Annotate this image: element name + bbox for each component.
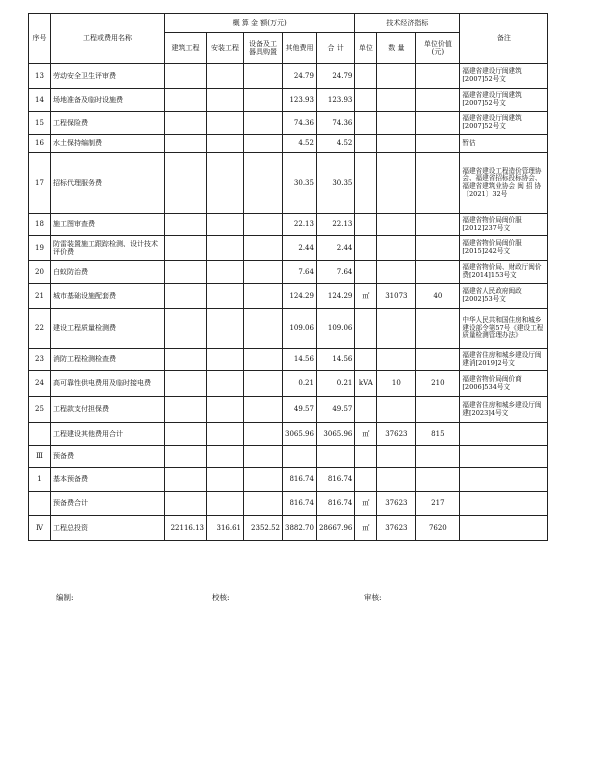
cell-other: 816.74 — [283, 492, 317, 516]
cell-unit — [355, 89, 377, 112]
cell-unit — [355, 349, 377, 371]
budget-table — [28, 13, 548, 541]
cell-unit — [355, 309, 377, 349]
cell-total: 2.44 — [316, 236, 354, 261]
cell-total: 14.56 — [316, 349, 354, 371]
cell-unit — [355, 446, 377, 468]
cell-total: 816.74 — [316, 468, 354, 492]
table-body — [29, 64, 548, 541]
cell-seq: 20 — [29, 261, 51, 284]
cell-install — [207, 214, 244, 236]
cell-install — [207, 371, 244, 397]
cell-name: 高可靠性供电费用及临时接电费 — [51, 371, 165, 397]
cell-unitval: 815 — [416, 423, 460, 446]
footer-reviewed: 审核: — [364, 593, 382, 602]
cell-build — [165, 64, 207, 89]
cell-qty — [377, 64, 416, 89]
cell-other: 49.57 — [283, 397, 317, 423]
cell-build — [165, 112, 207, 135]
cell-other: 124.29 — [283, 284, 317, 309]
cell-remark — [460, 516, 548, 541]
cell-other: 0.21 — [283, 371, 317, 397]
cell-name: 建设工程质量检测费 — [51, 309, 165, 349]
cell-unit: kVA — [355, 371, 377, 397]
cell-qty — [377, 397, 416, 423]
cell-remark: 福建省住房和城乡建设厅闽建[2023]4号文 — [460, 397, 548, 423]
cell-remark: 暂估 — [460, 135, 548, 153]
table-row — [29, 261, 548, 284]
cell-name: 白蚁防治费 — [51, 261, 165, 284]
cell-seq: Ⅳ — [29, 516, 51, 541]
cell-name: 基本预备费 — [51, 468, 165, 492]
cell-unit — [355, 397, 377, 423]
cell-qty — [377, 153, 416, 214]
cell-build — [165, 423, 207, 446]
cell-equip — [244, 236, 283, 261]
cell-unitval — [416, 89, 460, 112]
header-install: 安装工程 — [207, 33, 244, 64]
cell-remark: 福建省建设厅闽建筑[2007]52号文 — [460, 112, 548, 135]
cell-unitval — [416, 112, 460, 135]
cell-total: 22.13 — [316, 214, 354, 236]
header-remark: 备注 — [460, 14, 548, 64]
cell-seq: Ⅲ — [29, 446, 51, 468]
table-row — [29, 371, 548, 397]
header-row-1 — [29, 14, 548, 33]
cell-equip — [244, 214, 283, 236]
cell-unit: ㎡ — [355, 284, 377, 309]
cell-remark: 福建省物价局、财政厅闽价费[2014]153号文 — [460, 261, 548, 284]
cell-total: 7.64 — [316, 261, 354, 284]
cell-unit — [355, 135, 377, 153]
cell-seq — [29, 423, 51, 446]
cell-seq: 21 — [29, 284, 51, 309]
cell-unitval — [416, 468, 460, 492]
cell-install — [207, 135, 244, 153]
table-row — [29, 89, 548, 112]
cell-install — [207, 64, 244, 89]
cell-equip — [244, 423, 283, 446]
cell-seq: 13 — [29, 64, 51, 89]
table-row — [29, 446, 548, 468]
cell-remark: 福建省人民政府闽政[2002]53号文 — [460, 284, 548, 309]
cell-qty: 10 — [377, 371, 416, 397]
cell-total: 3065.96 — [316, 423, 354, 446]
cell-unit: ㎡ — [355, 516, 377, 541]
cell-other: 30.35 — [283, 153, 317, 214]
cell-unit — [355, 214, 377, 236]
cell-equip — [244, 135, 283, 153]
header-other: 其他费用 — [283, 33, 317, 64]
cell-build — [165, 89, 207, 112]
cell-qty — [377, 309, 416, 349]
cell-equip — [244, 349, 283, 371]
header-tech-group: 技术经济指标 — [355, 14, 460, 33]
cell-qty — [377, 446, 416, 468]
cell-equip — [244, 397, 283, 423]
cell-seq — [29, 492, 51, 516]
cell-unitval: 40 — [416, 284, 460, 309]
cell-total: 816.74 — [316, 492, 354, 516]
table-row — [29, 284, 548, 309]
cell-install — [207, 236, 244, 261]
cell-seq: 1 — [29, 468, 51, 492]
cell-unitval — [416, 236, 460, 261]
cell-remark: 福建省建设厅闽建筑[2007]52号文 — [460, 89, 548, 112]
cell-build — [165, 135, 207, 153]
cell-remark — [460, 468, 548, 492]
cell-equip — [244, 64, 283, 89]
cell-remark: 福建省物价局闽价服[2012]237号文 — [460, 214, 548, 236]
cell-build — [165, 261, 207, 284]
cell-equip — [244, 468, 283, 492]
cell-unit — [355, 153, 377, 214]
table-row — [29, 135, 548, 153]
cell-qty — [377, 236, 416, 261]
header-equip: 设备及工器具购置 — [244, 33, 283, 64]
cell-install — [207, 153, 244, 214]
cell-name: 预备费 — [51, 446, 165, 468]
cell-equip — [244, 261, 283, 284]
cell-equip — [244, 371, 283, 397]
cell-build — [165, 284, 207, 309]
cell-unit — [355, 236, 377, 261]
cell-qty — [377, 89, 416, 112]
cell-seq: 25 — [29, 397, 51, 423]
cell-unitval — [416, 214, 460, 236]
cell-qty: 37623 — [377, 492, 416, 516]
cell-unitval: 7620 — [416, 516, 460, 541]
table-row — [29, 397, 548, 423]
cell-name: 工程总投资 — [51, 516, 165, 541]
cell-unitval: 210 — [416, 371, 460, 397]
cell-other: 123.93 — [283, 89, 317, 112]
cell-install — [207, 349, 244, 371]
cell-remark: 福建省建设厅闽建筑[2007]52号文 — [460, 64, 548, 89]
cell-other: 3882.70 — [283, 516, 317, 541]
cell-unit: ㎡ — [355, 423, 377, 446]
cell-unitval — [416, 349, 460, 371]
cell-total: 124.29 — [316, 284, 354, 309]
cell-remark: 福建省建设工程造价管理协会、福建省招标投标协会、福建省建筑业协会 闽 招 协〔2021〕32号 — [460, 153, 548, 214]
cell-total: 4.52 — [316, 135, 354, 153]
cell-qty — [377, 261, 416, 284]
cell-install — [207, 397, 244, 423]
cell-remark: 中华人民共和国住房和城乡建设部令第57号《建设工程质量检测管理办法》 — [460, 309, 548, 349]
cell-total: 74.36 — [316, 112, 354, 135]
cell-seq: 18 — [29, 214, 51, 236]
cell-name: 劳动安全卫生评审费 — [51, 64, 165, 89]
cell-build — [165, 236, 207, 261]
cell-build — [165, 446, 207, 468]
cell-qty: 31073 — [377, 284, 416, 309]
cell-seq: 16 — [29, 135, 51, 153]
cell-unit — [355, 64, 377, 89]
cell-build — [165, 468, 207, 492]
header-total: 合 计 — [316, 33, 354, 64]
cell-remark — [460, 446, 548, 468]
cell-name: 城市基础设施配套费 — [51, 284, 165, 309]
cell-unit — [355, 112, 377, 135]
cell-other: 2.44 — [283, 236, 317, 261]
cell-unit — [355, 468, 377, 492]
cell-seq: 22 — [29, 309, 51, 349]
cell-other: 4.52 — [283, 135, 317, 153]
header-qty: 数 量 — [377, 33, 416, 64]
cell-build — [165, 371, 207, 397]
cell-install — [207, 446, 244, 468]
table-row — [29, 349, 548, 371]
cell-other: 7.64 — [283, 261, 317, 284]
cell-install — [207, 468, 244, 492]
cell-name: 防雷装置施工跟踪检测、设计技术评价费 — [51, 236, 165, 261]
cell-unit — [355, 261, 377, 284]
cell-other: 24.79 — [283, 64, 317, 89]
header-unit: 单位 — [355, 33, 377, 64]
cell-build — [165, 492, 207, 516]
cell-name: 水土保持编制费 — [51, 135, 165, 153]
cell-other: 14.56 — [283, 349, 317, 371]
cell-equip — [244, 309, 283, 349]
cell-name: 消防工程检测检查费 — [51, 349, 165, 371]
cell-unit: ㎡ — [355, 492, 377, 516]
cell-build — [165, 153, 207, 214]
cell-other — [283, 446, 317, 468]
cell-qty — [377, 349, 416, 371]
cell-build — [165, 214, 207, 236]
cell-name: 预备费合计 — [51, 492, 165, 516]
cell-total: 109.06 — [316, 309, 354, 349]
header-name: 工程或费用名称 — [51, 14, 165, 64]
cell-total: 28667.96 — [316, 516, 354, 541]
cell-other: 3065.96 — [283, 423, 317, 446]
cell-install: 316.61 — [207, 516, 244, 541]
cell-unitval — [416, 446, 460, 468]
cell-build: 22116.13 — [165, 516, 207, 541]
cell-build — [165, 397, 207, 423]
cell-unitval — [416, 153, 460, 214]
table-row — [29, 516, 548, 541]
cell-name: 工程款支付担保费 — [51, 397, 165, 423]
cell-seq: 17 — [29, 153, 51, 214]
cell-total — [316, 446, 354, 468]
cell-equip — [244, 89, 283, 112]
cell-total: 30.35 — [316, 153, 354, 214]
cell-name: 施工图审查费 — [51, 214, 165, 236]
cell-remark: 福建省物价局闽价服[2015]242号文 — [460, 236, 548, 261]
cell-install — [207, 492, 244, 516]
cell-install — [207, 89, 244, 112]
cell-name: 工程保险费 — [51, 112, 165, 135]
cell-remark: 福建省物价局闽价商[2006]534号文 — [460, 371, 548, 397]
cell-qty — [377, 214, 416, 236]
table-row — [29, 153, 548, 214]
cell-other: 74.36 — [283, 112, 317, 135]
cell-seq: 23 — [29, 349, 51, 371]
cell-other: 816.74 — [283, 468, 317, 492]
cell-install — [207, 112, 244, 135]
cell-equip: 2352.52 — [244, 516, 283, 541]
cell-seq: 15 — [29, 112, 51, 135]
cell-build — [165, 349, 207, 371]
cell-install — [207, 284, 244, 309]
cell-name: 场地准备及临时设施费 — [51, 89, 165, 112]
cell-qty: 37623 — [377, 516, 416, 541]
cell-install — [207, 309, 244, 349]
cell-equip — [244, 446, 283, 468]
table-row — [29, 309, 548, 349]
table-row — [29, 214, 548, 236]
footer-checked: 校核: — [212, 593, 230, 602]
table-row — [29, 423, 548, 446]
cell-total: 123.93 — [316, 89, 354, 112]
header-seq: 序号 — [29, 14, 51, 64]
cell-unitval — [416, 64, 460, 89]
cell-equip — [244, 153, 283, 214]
cell-qty — [377, 112, 416, 135]
cell-install — [207, 261, 244, 284]
cell-name: 工程建设其他费用合计 — [51, 423, 165, 446]
cell-build — [165, 309, 207, 349]
cell-other: 109.06 — [283, 309, 317, 349]
cell-seq: 14 — [29, 89, 51, 112]
cell-name: 招标代理服务费 — [51, 153, 165, 214]
cell-seq: 19 — [29, 236, 51, 261]
table-row — [29, 468, 548, 492]
table-row — [29, 64, 548, 89]
cell-equip — [244, 112, 283, 135]
cell-unitval: 217 — [416, 492, 460, 516]
cell-remark: 福建省住房和城乡建设厅闽建消[2019]2号文 — [460, 349, 548, 371]
cell-total: 49.57 — [316, 397, 354, 423]
header-budget-group: 概 算 金 额(万元) — [165, 14, 355, 33]
footer-prepared: 编制: — [56, 593, 74, 602]
cell-unitval — [416, 309, 460, 349]
cell-unitval — [416, 135, 460, 153]
cell-remark — [460, 492, 548, 516]
cell-total: 0.21 — [316, 371, 354, 397]
cell-remark — [460, 423, 548, 446]
cell-qty — [377, 468, 416, 492]
cell-unitval — [416, 261, 460, 284]
cell-qty — [377, 135, 416, 153]
table-row — [29, 236, 548, 261]
cell-equip — [244, 284, 283, 309]
table-row — [29, 492, 548, 516]
cell-equip — [244, 492, 283, 516]
cell-install — [207, 423, 244, 446]
table-row — [29, 112, 548, 135]
header-unitval: 单位价值(元) — [416, 33, 460, 64]
cell-qty: 37623 — [377, 423, 416, 446]
cell-seq: 24 — [29, 371, 51, 397]
header-build: 建筑工程 — [165, 33, 207, 64]
cell-other: 22.13 — [283, 214, 317, 236]
cell-unitval — [416, 397, 460, 423]
cell-total: 24.79 — [316, 64, 354, 89]
